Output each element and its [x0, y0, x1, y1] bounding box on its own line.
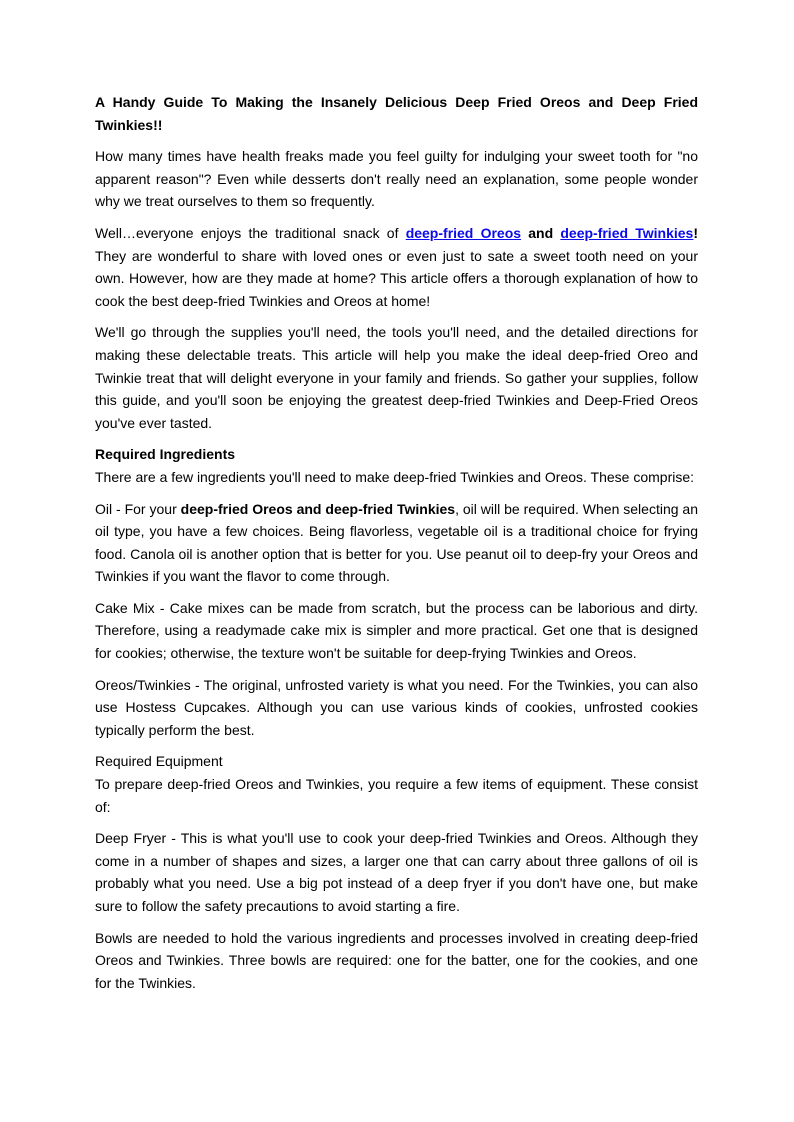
text-run: Required Ingredients — [95, 446, 236, 463]
equipment-intro-paragraph — [95, 773, 698, 818]
text-run: , oil will be required. When selecting an oil type, you have a few choices. Being flavorless, vegetable oil is a traditional choice for frying food. Canola oil is another option that is better for you. Use peanut oil to deep-fry your Oreos and Twinkies if you want the flavor to come through. — [95, 500, 698, 585]
overview-paragraph — [95, 321, 698, 434]
deep-fryer-paragraph — [95, 827, 698, 917]
text-run: A Handy Guide To Making the Insanely Delicious Deep Fried Oreos and Deep Fried Twinkies!! — [95, 94, 698, 133]
text-run: deep-fried Oreos and deep-fried Twinkies — [180, 500, 456, 517]
oil-paragraph — [95, 498, 698, 588]
ingredients-intro-paragraph — [95, 466, 698, 489]
text-run: Oreos/Twinkies - The original, unfrosted variety is what you need. For the Twinkies, you can also use Hostess Cupcakes. Although you can use various kinds of cookies, unfrosted cookies typically perform the best. — [95, 676, 698, 738]
text-run: Well…everyone enjoys the traditional snack of — [95, 224, 406, 241]
text-run: We'll go through the supplies you'll need, the tools you'll need, and the detailed directions for making these delectable treats. This article will help you make the ideal deep-fried Oreo and Twinkie treat that will delight everyone in your family and friends. So gather your supplies, follow this guide, and you'll soon be enjoying the greatest deep-fried Twinkies and Deep-Fried Oreos you've ever tasted. — [95, 324, 698, 431]
text-run: Cake Mix - Cake mixes can be made from scratch, but the process can be laborious and dirty. Therefore, using a readymade cake mix is simpler and more practical. Get one that is designed for cookies; otherwise, the texture won't be suitable for deep-frying Twinkies and Oreos. — [95, 599, 698, 662]
text-run: Oil - For your — [95, 500, 181, 517]
text-run: and — [521, 224, 561, 241]
oreos-twinkies-paragraph — [95, 674, 698, 742]
text-run: How many times have health freaks made you feel guilty for indulging your sweet tooth for "no apparent reason"? Even while desserts don't really need an explanation, some people wonder why we treat ourselves to them so frequently. — [95, 148, 698, 210]
text-run: Bowls are needed to hold the various ingredients and processes involved in creating deep-fried Oreos and Twinkies. Three bowls are required: one for the batter, one for the cookies, and one for the Twinkies. — [95, 929, 698, 991]
links-paragraph — [95, 222, 698, 312]
text-run: They are wonderful to share with loved ones or even just to sate a sweet tooth need on your own. However, how are they made at home? This article offers a thorough explanation of how to cook the best deep-fried Twinkies and Oreos at home! — [95, 247, 698, 309]
text-run: Required Equipment — [95, 753, 223, 770]
text-run: ! — [693, 224, 699, 241]
intro-paragraph — [95, 145, 698, 213]
text-run: Deep Fryer - This is what you'll use to cook your deep-fried Twinkies and Oreos. Although they come in a number of shapes and sizes, a larger one that can carry about three gallons of oil is probably what you need. Use a big pot instead of a deep fryer if you don't have one, but make sure to follow the safety precautions to avoid starting a fire. — [95, 830, 698, 914]
doc-title — [95, 91, 698, 136]
text-run: To prepare deep-fried Oreos and Twinkies, you require a few items of equipment. These consist of: — [95, 776, 698, 815]
deep-fried-oreos-link[interactable]: deep-fried Oreos — [405, 224, 522, 241]
text-run: There are a few ingredients you'll need to make deep-fried Twinkies and Oreos. These comprise: — [95, 468, 695, 485]
document-body — [95, 91, 698, 994]
deep-fried-twinkies-link[interactable]: deep-fried Twinkies — [560, 224, 694, 241]
required-ingredients-heading — [95, 443, 698, 466]
cake-mix-paragraph — [95, 597, 698, 665]
bowls-paragraph — [95, 927, 698, 995]
required-equipment-heading — [95, 750, 698, 773]
